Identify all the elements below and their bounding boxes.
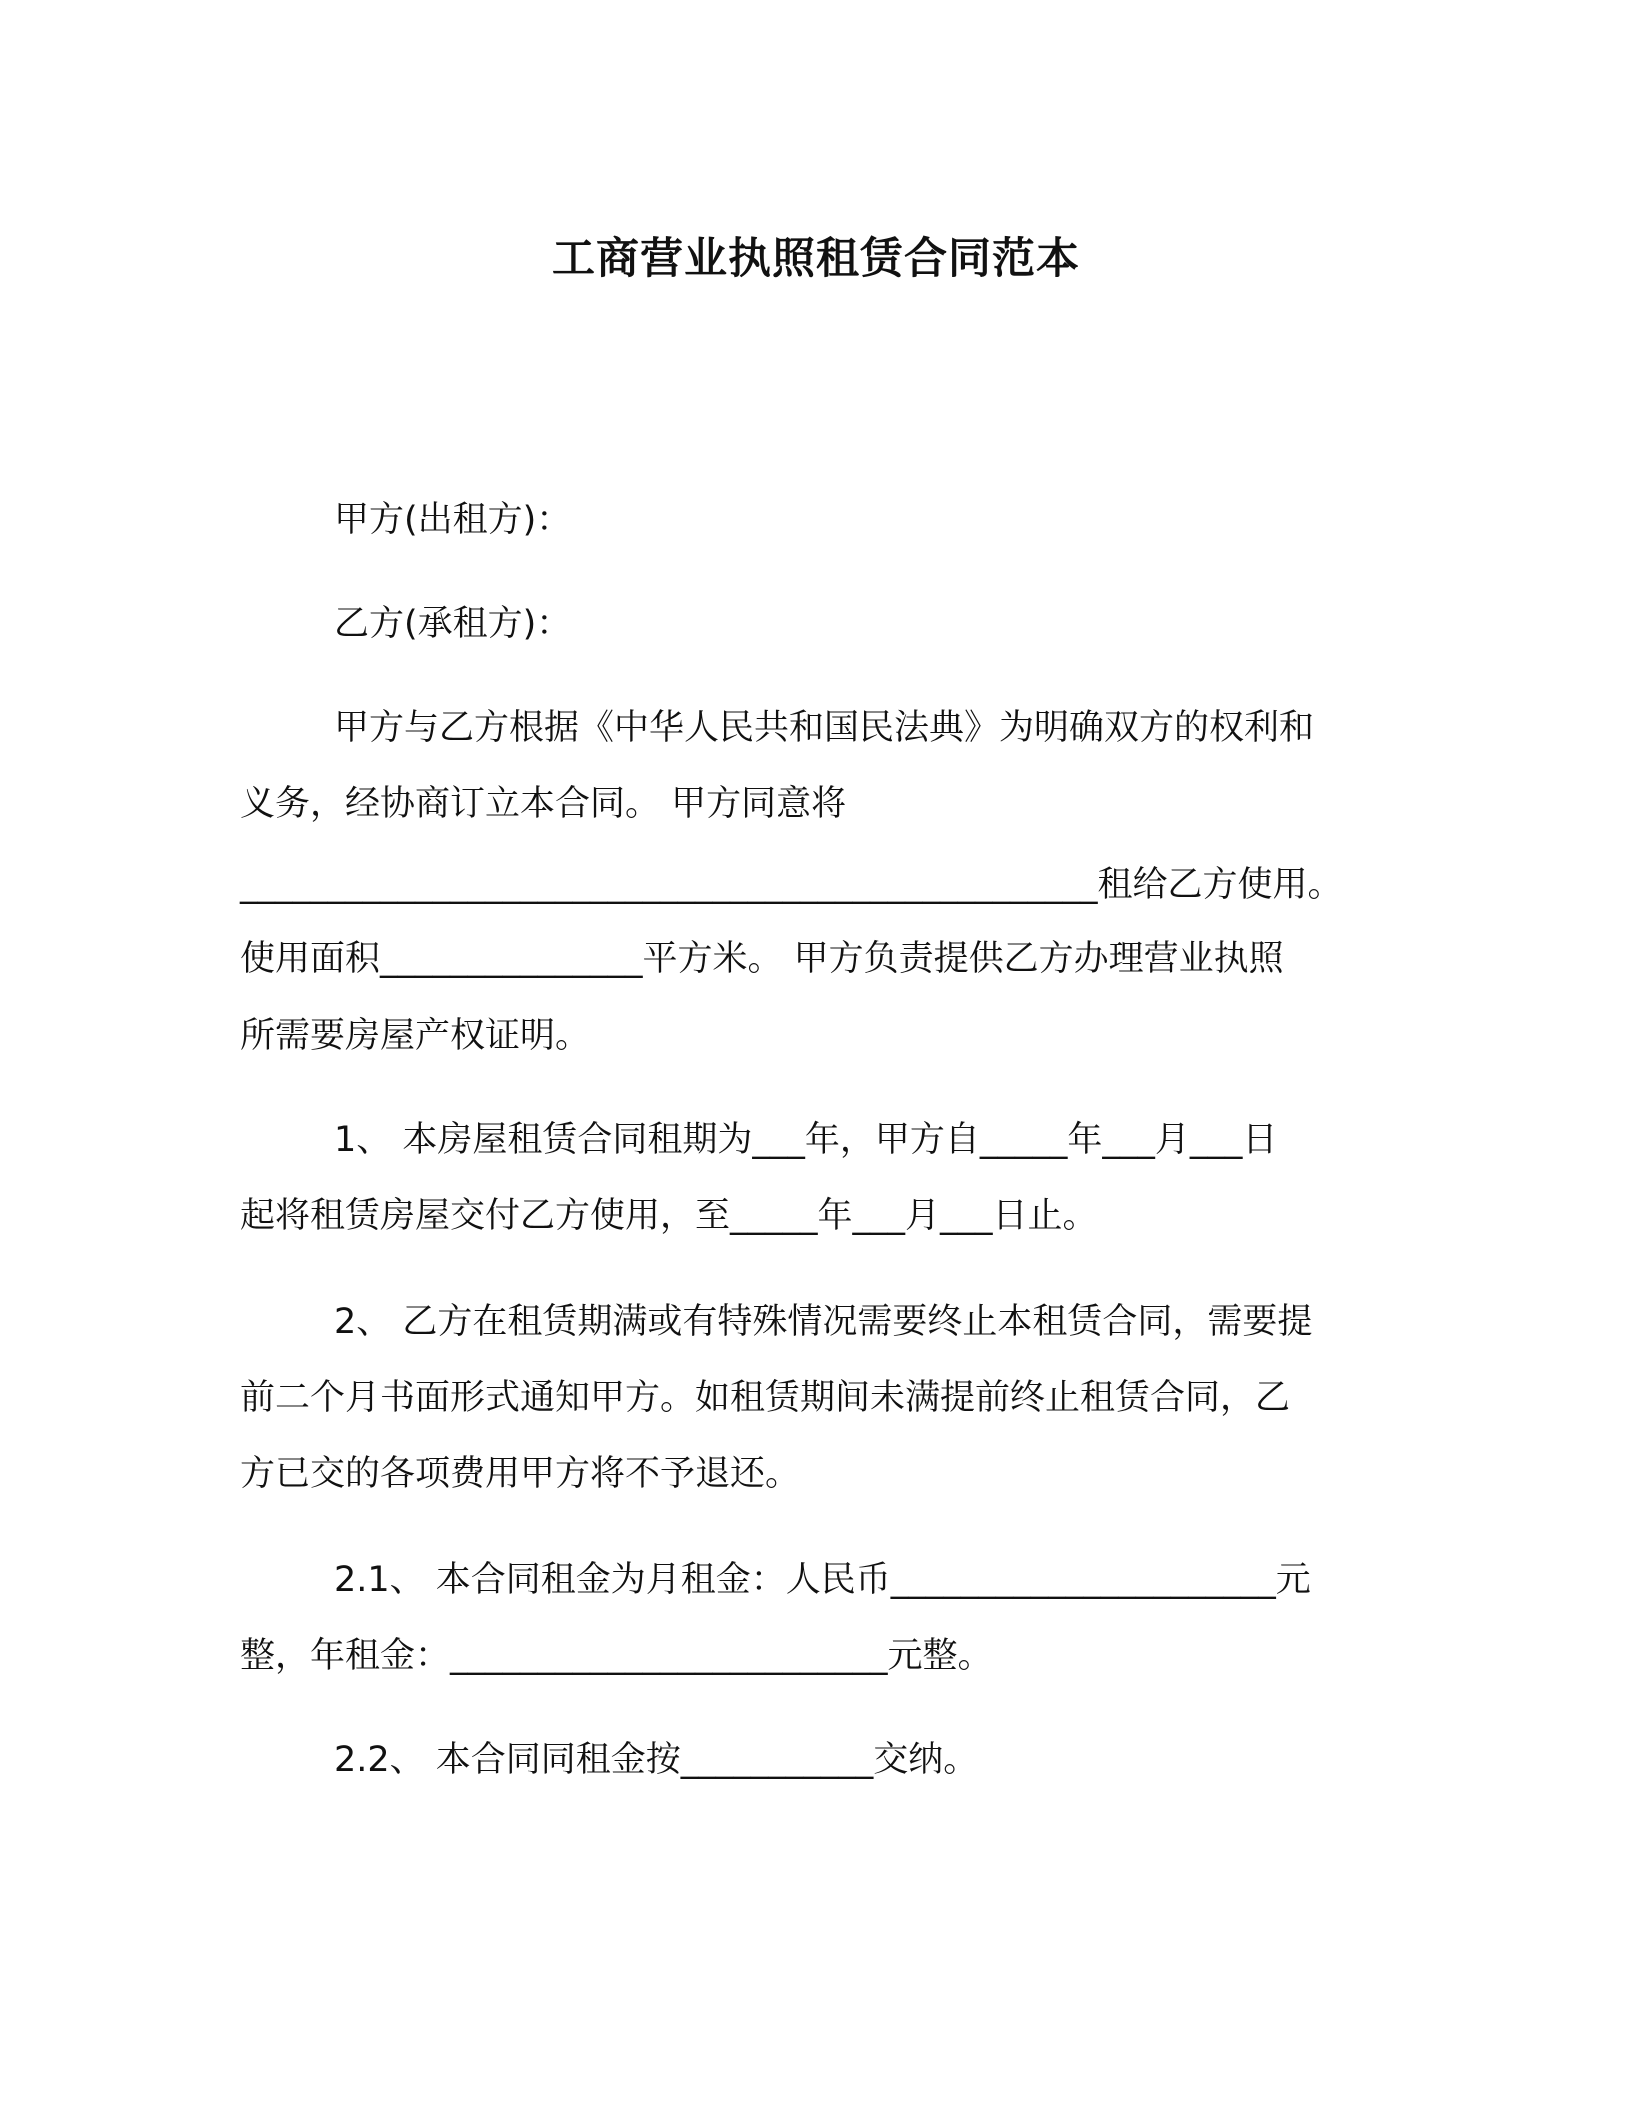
party-b-label: 乙方(承租方)： — [334, 604, 572, 644]
intro-paragraph-line-3: _________________________________________________租给乙方使用。 — [240, 865, 1343, 905]
clause-1-line-2: 起将租赁房屋交付乙方使用，至_____年___月___日止。 — [240, 1196, 1098, 1236]
intro-paragraph-line-5: 所需要房屋产权证明。 — [240, 1016, 591, 1056]
clause-2-1-line-2: 整，年租金：_________________________元整。 — [240, 1636, 993, 1676]
clause-2-line-2: 前二个月书面形式通知甲方。如租赁期间未满提前终止租赁合同，乙 — [240, 1378, 1291, 1418]
clause-2-line-1: 2、 乙方在租赁期满或有特殊情况需要终止本租赁合同，需要提 — [334, 1302, 1313, 1342]
clause-2-line-3: 方已交的各项费用甲方将不予退还。 — [240, 1454, 801, 1494]
clause-1-line-1: 1、 本房屋租赁合同租期为___年，甲方自_____年___月___日 — [334, 1120, 1278, 1160]
intro-paragraph-line-4: 使用面积_______________平方米。 甲方负责提供乙方办理营业执照 — [240, 939, 1284, 979]
intro-paragraph-line-1: 甲方与乙方根据《中华人民共和国民法典》为明确双方的权利和 — [334, 708, 1315, 748]
document-title: 工商营业执照租赁合同范本 — [552, 234, 1080, 284]
clause-2-1-line-1: 2.1、 本合同租金为月租金：人民币______________________元 — [334, 1560, 1311, 1600]
party-a-label: 甲方(出租方)： — [334, 500, 572, 540]
clause-2-2-line-1: 2.2、 本合同同租金按___________交纳。 — [334, 1740, 979, 1780]
intro-paragraph-line-2: 义务，经协商订立本合同。 甲方同意将 — [240, 784, 847, 824]
